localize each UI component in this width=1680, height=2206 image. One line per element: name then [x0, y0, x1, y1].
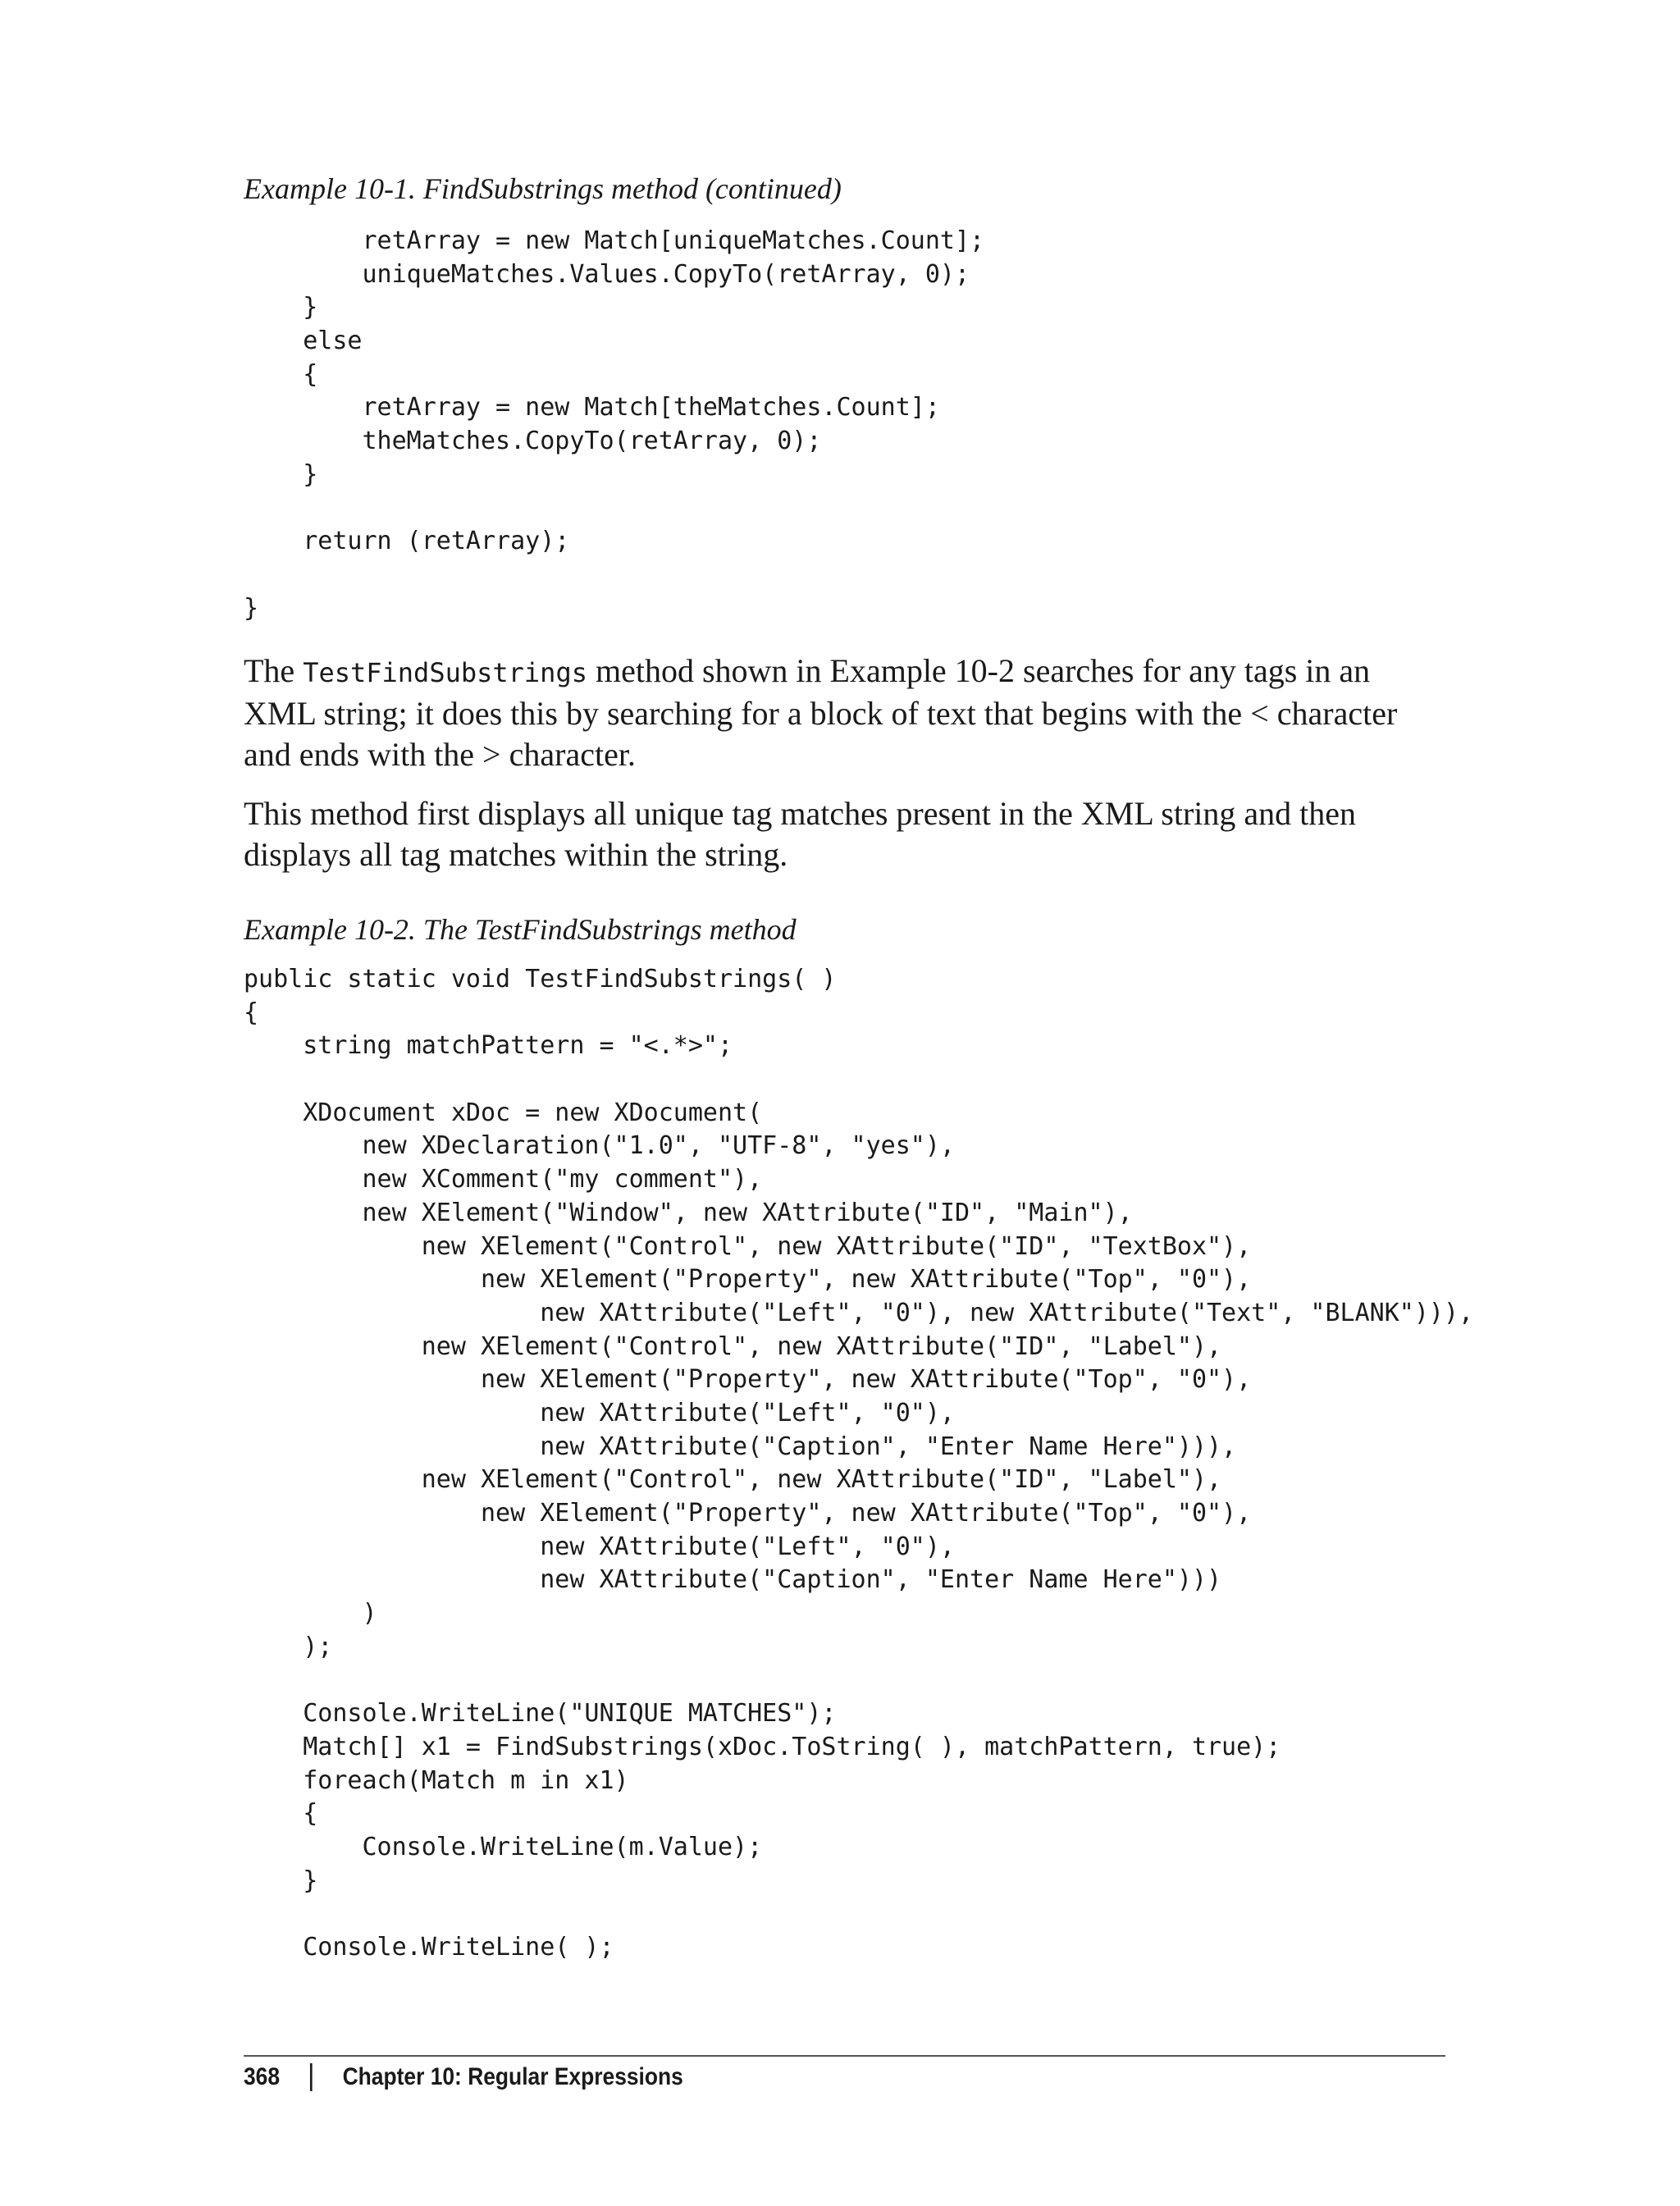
page-footer	[244, 2059, 683, 2095]
code-line: new XAttribute("Left", "0"),	[244, 1398, 955, 1427]
code-line: new XAttribute("Left", "0"),	[244, 1532, 955, 1561]
code-line: return (retArray);	[244, 527, 570, 556]
code-line: Console.WriteLine(m.Value);	[244, 1832, 763, 1861]
code-line: new XElement("Property", new XAttribute("Top", "0"),	[244, 1265, 1252, 1295]
code-line: new XElement("Window", new XAttribute("ID", "Main"),	[244, 1198, 1133, 1227]
paragraph-test-find-substrings	[244, 651, 1445, 775]
example-10-2-caption: Example 10-2. The TestFindSubstrings method	[244, 913, 797, 946]
code-line: string matchPattern = "<.*>";	[244, 1031, 733, 1061]
paragraph-method-description: This method first displays all unique tag matches present in the XML string and then displays all tag matches within the string.	[244, 795, 1357, 873]
code-line: }	[244, 1866, 318, 1895]
code-line: uniqueMatches.Values.CopyTo(retArray, 0);	[244, 259, 970, 289]
inline-code-method-name: TestFindSubstrings	[303, 657, 587, 688]
code-line: }	[244, 293, 318, 322]
code-line: theMatches.CopyTo(retArray, 0);	[244, 427, 822, 456]
code-line: new XElement("Control", new XAttribute("ID", "Label"),	[244, 1465, 1222, 1495]
code-line: new XElement("Property", new XAttribute("Top", "0"),	[244, 1365, 1252, 1395]
code-line	[244, 1063, 1473, 1097]
code-line: new XAttribute("Caption", "Enter Name Here")))	[244, 1565, 1222, 1595]
code-line: Match[] x1 = FindSubstrings(xDoc.ToString( ), matchPattern, true);	[244, 1732, 1281, 1761]
code-line: retArray = new Match[uniqueMatches.Count];	[244, 226, 985, 255]
chapter-title: Chapter 10: Regular Expressions	[342, 2063, 683, 2090]
code-line: public static void TestFindSubstrings( )	[244, 965, 837, 993]
code-line: retArray = new Match[theMatches.Count];	[244, 393, 940, 422]
code-line: Console.WriteLine("UNIQUE MATCHES");	[244, 1699, 837, 1729]
code-line: {	[244, 1799, 318, 1829]
code-line: new XElement("Property", new XAttribute("Top", "0"),	[244, 1499, 1252, 1528]
code-line: }	[244, 593, 259, 623]
code-line: XDocument xDoc = new XDocument(	[244, 1098, 763, 1127]
code-line: new XAttribute("Caption", "Enter Name Here"))),	[244, 1432, 1237, 1461]
paragraph-1-rest: method shown in Example 10-2 searches for any tags in an XML string; it does this by searching for a block of text that begins with the < character and ends with the > character.	[244, 652, 1398, 773]
code-line: {	[244, 359, 318, 389]
code-line: );	[244, 1632, 333, 1661]
code-line	[244, 492, 984, 526]
example-10-1-code	[244, 225, 984, 625]
code-line: }	[244, 459, 318, 489]
footer-separator	[310, 2063, 313, 2091]
code-line	[244, 559, 984, 592]
code-line: )	[244, 1599, 377, 1628]
code-line: new XElement("Control", new XAttribute("ID", "Label"),	[244, 1331, 1222, 1361]
code-line: new XElement("Control", new XAttribute("ID", "TextBox"),	[244, 1231, 1252, 1261]
code-line: foreach(Match m in x1)	[244, 1765, 629, 1795]
example-10-2-code	[244, 963, 1473, 1965]
code-line: new XDeclaration("1.0", "UTF-8", "yes"),	[244, 1131, 955, 1161]
code-line: {	[244, 998, 259, 1027]
example-10-1-caption: Example 10-1. FindSubstrings method (continued)	[244, 172, 842, 205]
code-line	[244, 1898, 1473, 1931]
code-line: new XAttribute("Left", "0"), new XAttribute("Text", "BLANK"))),	[244, 1298, 1474, 1327]
code-line	[244, 1664, 1473, 1697]
code-line: else	[244, 327, 363, 356]
page-number: 368	[244, 2063, 281, 2090]
footer-rule	[244, 2055, 1445, 2057]
code-line: new XComment("my comment"),	[244, 1165, 763, 1194]
paragraph-1-lead: The	[244, 652, 304, 689]
code-line: Console.WriteLine( );	[244, 1932, 614, 1962]
